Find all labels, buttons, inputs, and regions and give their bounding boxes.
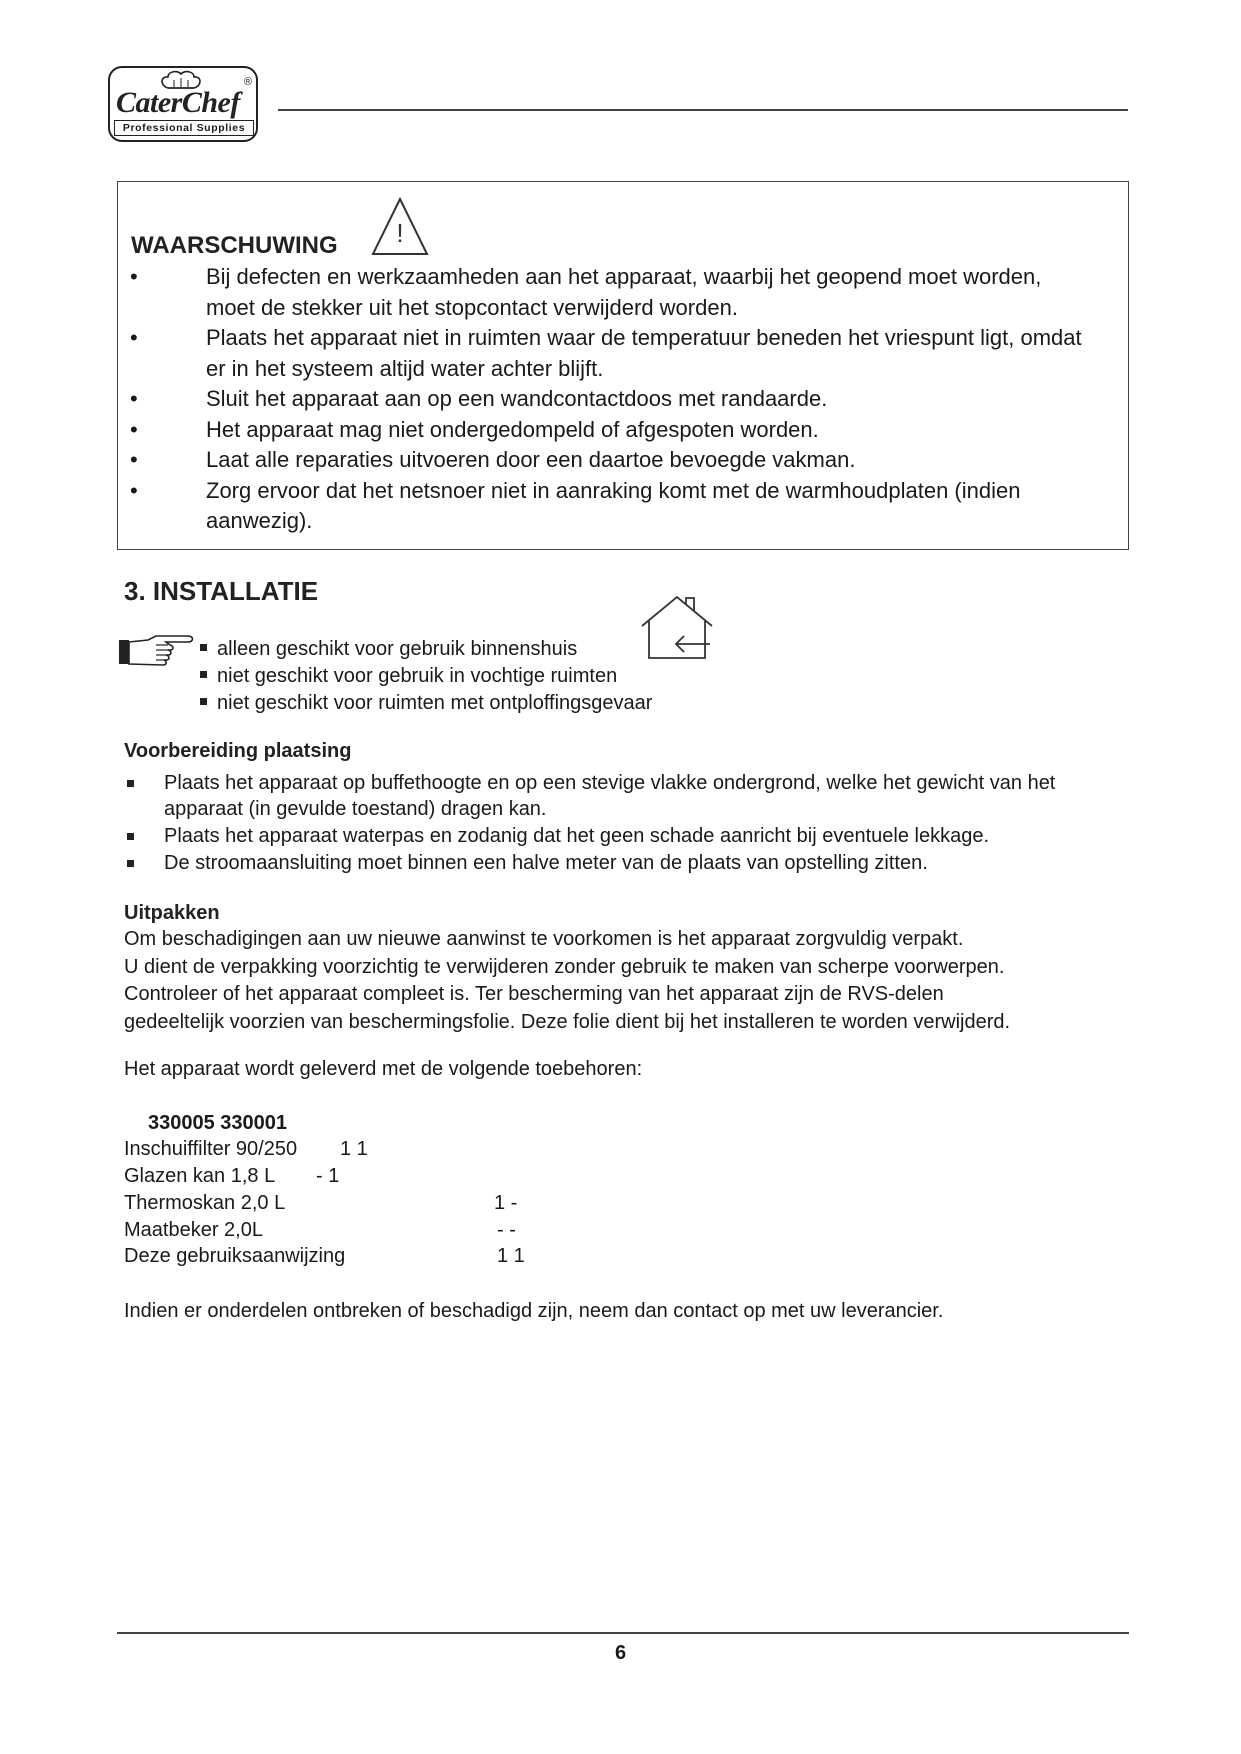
- preparation-heading: Voorbereiding plaatsing: [124, 740, 352, 762]
- list-item: niet geschikt voor ruimten met ontploffingsgevaar: [200, 690, 652, 717]
- accessories-header: 330005 330001: [148, 1112, 288, 1134]
- list-item: De stroomaansluiting moet binnen een halve meter van de plaats van opstelling zitten.: [124, 850, 1124, 876]
- registered-mark: ®: [243, 76, 252, 88]
- list-item: • Plaats het apparaat niet in ruimten waar de temperatuur beneden het vriespunt ligt, omdat er in het systeem altijd water achter blijft.: [130, 325, 1082, 381]
- brand-tagline: Professional Supplies: [114, 120, 254, 136]
- accessory-name: Glazen kan 1,8 L: [124, 1165, 276, 1187]
- list-item: • Het apparaat mag niet ondergedompeld of afgespoten worden.: [118, 415, 1086, 446]
- accessory-values: - 1: [316, 1165, 340, 1187]
- list-item: Plaats het apparaat op buffethoogte en op een stevige vlakke ondergrond, welke het gewicht van het apparaat (in gevulde toestand) dragen kan.: [124, 770, 1124, 822]
- list-item: alleen geschikt voor gebruik binnenshuis: [200, 636, 652, 663]
- accessories-intro: Het apparaat wordt geleverd met de volgende toebehoren:: [124, 1058, 643, 1080]
- list-item: niet geschikt voor gebruik in vochtige ruimten: [200, 663, 652, 690]
- section-title: 3. INSTALLATIE: [124, 576, 319, 606]
- list-item: • Zorg ervoor dat het netsnoer niet in aanraking komt met de warmhoudplaten (indien aanwezig).: [130, 477, 1021, 533]
- bullet: •: [130, 386, 138, 411]
- page-number: 6: [614, 1642, 627, 1664]
- accessory-values: - -: [497, 1219, 516, 1241]
- preparation-list: [124, 770, 1124, 877]
- installation-conditions: [200, 636, 652, 717]
- warning-title: WAARSCHUWING: [131, 232, 338, 259]
- warning-symbol: !: [396, 218, 404, 248]
- accessory-values: 1 1: [497, 1245, 525, 1267]
- bullet: •: [130, 264, 138, 289]
- unpacking-heading: Uitpakken: [124, 902, 220, 924]
- accessory-values: 1 -: [494, 1192, 518, 1214]
- brand-name: CaterChef: [116, 86, 240, 119]
- bullet: •: [130, 325, 138, 350]
- list-item: • Laat alle reparaties uitvoeren door een daartoe bevoegde vakman.: [118, 445, 1086, 476]
- bullet: •: [130, 447, 138, 472]
- closing-text: Indien er onderdelen ontbreken of beschadigd zijn, neem dan contact op met uw leverancier.: [124, 1300, 944, 1322]
- accessory-name: Deze gebruiksaanwijzing: [124, 1245, 346, 1267]
- bullet: •: [130, 416, 138, 442]
- accessory-name: Thermoskan 2,0 L: [124, 1192, 286, 1214]
- bullet: •: [130, 477, 138, 503]
- accessory-name: Inschuiffilter 90/250: [124, 1138, 298, 1160]
- pointing-hand-icon: [118, 632, 204, 672]
- footer-divider: [117, 1632, 1129, 1634]
- warning-list: [118, 262, 1086, 537]
- header-divider: [278, 109, 1128, 111]
- caterchef-logo: [108, 66, 258, 142]
- list-item: • Bij defecten en werkzaamheden aan het apparaat, waarbij het geopend moet worden, moet de stekker uit het stopcontact verwijderd worden.: [130, 264, 1042, 320]
- accessory-values: 1 1: [340, 1138, 368, 1160]
- list-item: • Sluit het apparaat aan op een wandcontactdoos met randaarde.: [118, 384, 1086, 415]
- warning-box: [117, 181, 1129, 550]
- list-item: Plaats het apparaat waterpas en zodanig dat het geen schade aanricht bij eventuele lekkage.: [124, 823, 1124, 849]
- accessory-name: Maatbeker 2,0L: [124, 1219, 263, 1241]
- unpacking-text: Om beschadigingen aan uw nieuwe aanwinst te voorkomen is het apparaat zorgvuldig verpakt. U dient de verpakking voorzichtig te verwijderen zonder gebruik te maken van scherpe voorwerpen. Controleer of het apparaat compleet is. Ter bescherming van het apparaat zijn de RVS-delen gedeeltelijk voorzien van beschermingsfolie. Deze folie dient bij het installeren te worden verwijderd.: [124, 928, 1011, 1033]
- warning-triangle-icon: [370, 196, 430, 258]
